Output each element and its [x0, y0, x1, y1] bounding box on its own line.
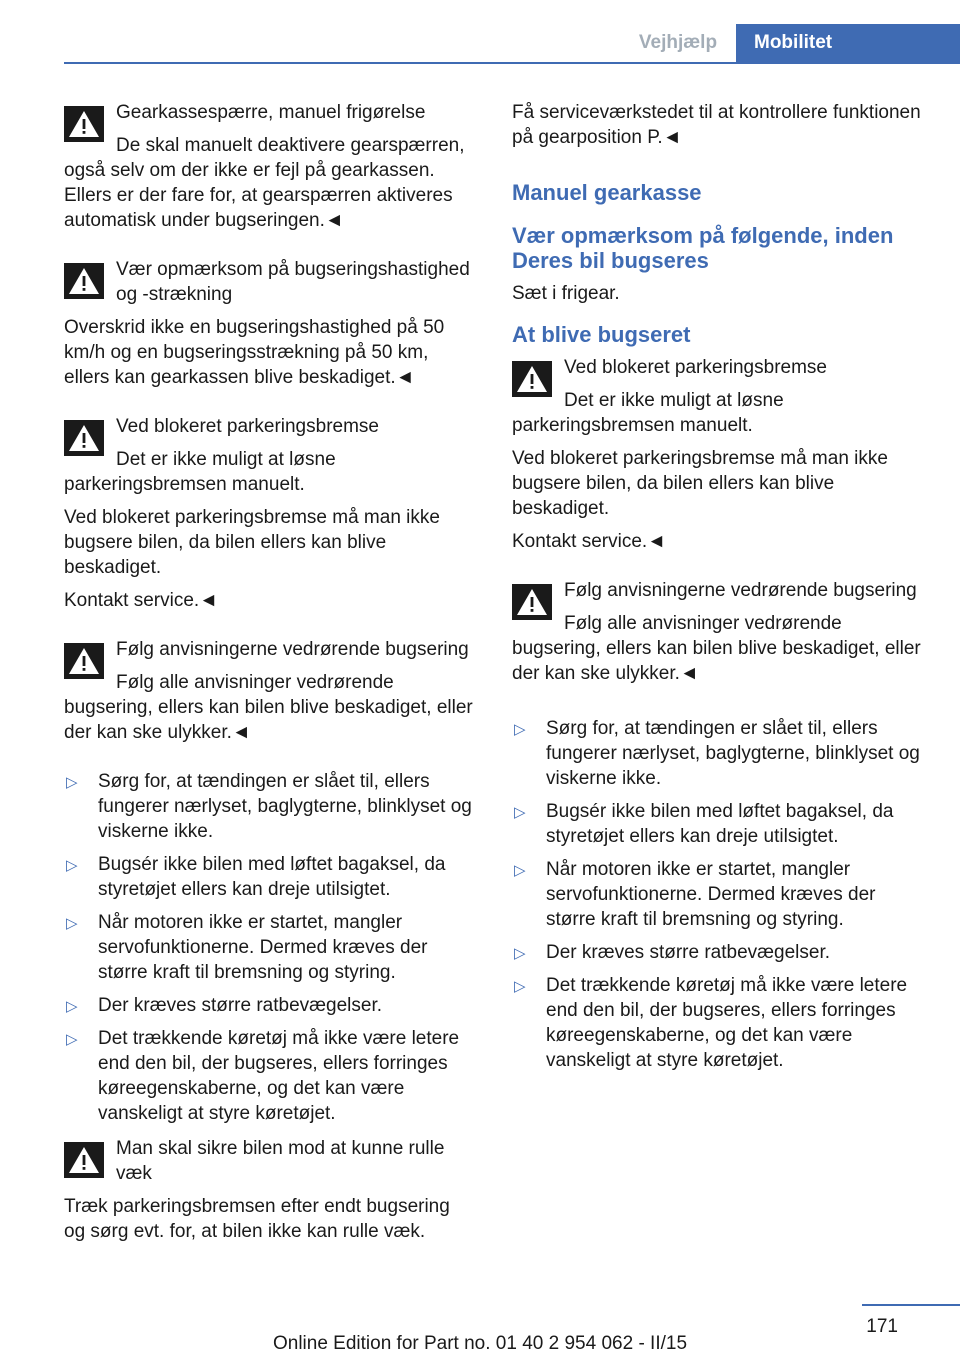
warning-parking-brake	[512, 355, 924, 562]
list-item: ▷ Det trækkende køretøj må ikke være letere end den bil, der bugseres, ellers forringes køreegenskaberne, og det kan være vanskeligt at styre køretøjet.	[66, 1028, 460, 1124]
bullet-triangle-icon: ▷	[66, 998, 78, 1015]
bullet-triangle-icon: ▷	[66, 915, 78, 932]
warning-title: Gearkassespærre, manuel frigørelse	[116, 102, 426, 123]
bullet-triangle-icon: ▷	[514, 804, 526, 821]
list-item: ▷ Sørg for, at tændingen er slået til, ellers fungerer nærlyset, baglygterne, blinklyset og viskerne ikke.	[66, 771, 472, 842]
list-item: ▷ Bugsér ikke bilen med løftet bagaksel, da styretøjet ellers kan dreje utilsigtet.	[66, 854, 446, 900]
warning-body: Det er ikke muligt at løsne parkeringsbremsen manuelt.	[64, 449, 336, 495]
warning-towing-instructions	[512, 578, 924, 694]
header-divider	[64, 62, 960, 64]
bullet-triangle-icon: ▷	[514, 862, 526, 879]
warning-body: Følg alle anvisninger vedrørende bugsering, ellers kan bilen blive beskadiget, eller der kan ske ulykker.◄	[64, 672, 473, 743]
heading-being-towed: At blive bugseret	[512, 322, 691, 347]
warning-triangle-icon	[64, 1142, 104, 1178]
list-item: ▷ Når motoren ikke er startet, mangler servofunktionerne. Dermed kræves der større kraft til bremsning og styring.	[66, 912, 428, 983]
list-item: ▷ Når motoren ikke er startet, mangler servofunktionerne. Dermed kræves der større kraft til bremsning og styring.	[514, 859, 876, 930]
edition-footer: Online Edition for Part no. 01 40 2 954 062 - II/15	[272, 1333, 688, 1354]
list-item: ▷ Bugsér ikke bilen med løftet bagaksel, da styretøjet ellers kan dreje utilsigtet.	[514, 801, 894, 847]
warning-triangle-icon	[512, 584, 552, 620]
bullet-triangle-icon: ▷	[514, 721, 526, 738]
warning-parking-brake	[64, 414, 476, 621]
neutral-paragraph: Sæt i frigear.	[512, 283, 620, 304]
tab-vejhjaelp[interactable]: Vejhjælp	[620, 24, 736, 62]
list-item: ▷ Der kræves større ratbevægelser.	[64, 993, 476, 1018]
bullet-triangle-icon: ▷	[66, 1031, 78, 1048]
warning-body: Ved blokeret parkeringsbremse må man ikke bugsere bilen, da bilen ellers kan blive beskadiget.	[64, 507, 440, 578]
warning-title: Følg anvisningerne vedrørende bugsering	[564, 580, 917, 601]
warning-towing-instructions	[64, 637, 476, 753]
warning-title: Vær opmærksom på bugseringshastighed og -strækning	[116, 259, 470, 305]
warning-triangle-icon	[512, 361, 552, 397]
bullet-triangle-icon: ▷	[66, 857, 78, 874]
intro-paragraph: Få serviceværkstedet til at kontrollere funktionen på gearposition P.◄	[512, 102, 921, 148]
bullet-triangle-icon: ▷	[514, 978, 526, 995]
warning-triangle-icon	[64, 106, 104, 142]
left-column	[64, 100, 476, 1268]
warning-triangle-icon	[64, 263, 104, 299]
page-number: 171	[866, 1316, 898, 1337]
warning-body: Kontakt service.◄	[64, 590, 218, 611]
warning-title: Følg anvisningerne vedrørende bugsering	[116, 639, 469, 660]
warning-body: Det er ikke muligt at løsne parkeringsbremsen manuelt.	[512, 390, 784, 436]
list-item: ▷ Der kræves større ratbevægelser.	[512, 940, 924, 965]
warning-title: Ved blokeret parkeringsbremse	[116, 416, 379, 437]
warning-body: Følg alle anvisninger vedrørende bugsering, ellers kan bilen blive beskadiget, eller der kan ske ulykker.◄	[512, 613, 921, 684]
warning-body: Træk parkeringsbremsen efter endt bugsering og sørg evt. for, at bilen ikke kan rulle væk.	[64, 1196, 450, 1242]
tab-mobilitet[interactable]: Mobilitet	[736, 24, 960, 62]
right-column	[512, 100, 924, 1083]
bullet-triangle-icon: ▷	[514, 945, 526, 962]
list-item: ▷ Sørg for, at tændingen er slået til, ellers fungerer nærlyset, baglygterne, blinklyset og viskerne ikke.	[514, 718, 920, 789]
warning-roll-away	[64, 1136, 476, 1252]
warning-title: Ved blokeret parkeringsbremse	[564, 357, 827, 378]
warning-title: Man skal sikre bilen mod at kunne rulle væk	[116, 1138, 445, 1184]
warning-body: Ved blokeret parkeringsbremse må man ikke bugsere bilen, da bilen ellers kan blive beskadiget.	[512, 448, 888, 519]
footer-divider	[862, 1304, 960, 1306]
warning-triangle-icon	[64, 420, 104, 456]
bullet-triangle-icon: ▷	[66, 774, 78, 791]
list-item: ▷ Det trækkende køretøj må ikke være letere end den bil, der bugseres, ellers forringes køreegenskaberne, og det kan være vanskeligt at styre køretøjet.	[514, 975, 908, 1071]
heading-before-towing: Vær opmærksom på følgende, inden Deres bil bugseres	[512, 223, 894, 273]
warning-towing-speed	[64, 257, 476, 398]
warning-body: De skal manuelt deaktivere gearspærren, også selv om der ikke er fejl på gearkassen. Ellers er der fare for, at gearspærren aktiveres automatisk under bugseringen.◄	[64, 135, 465, 231]
warning-body: Overskrid ikke en bugseringshastighed på 50 km/h og en bugseringsstrækning på 50 km, ellers kan gearkassen blive beskadiget.◄	[64, 317, 445, 388]
towing-bullet-list	[64, 769, 476, 1126]
warning-triangle-icon	[64, 643, 104, 679]
heading-manual-gearbox: Manuel gearkasse	[512, 180, 702, 205]
warning-gear-lock	[64, 100, 476, 241]
warning-body: Kontakt service.◄	[512, 531, 666, 552]
page-header	[0, 0, 960, 62]
towing-bullet-list	[512, 716, 924, 1073]
